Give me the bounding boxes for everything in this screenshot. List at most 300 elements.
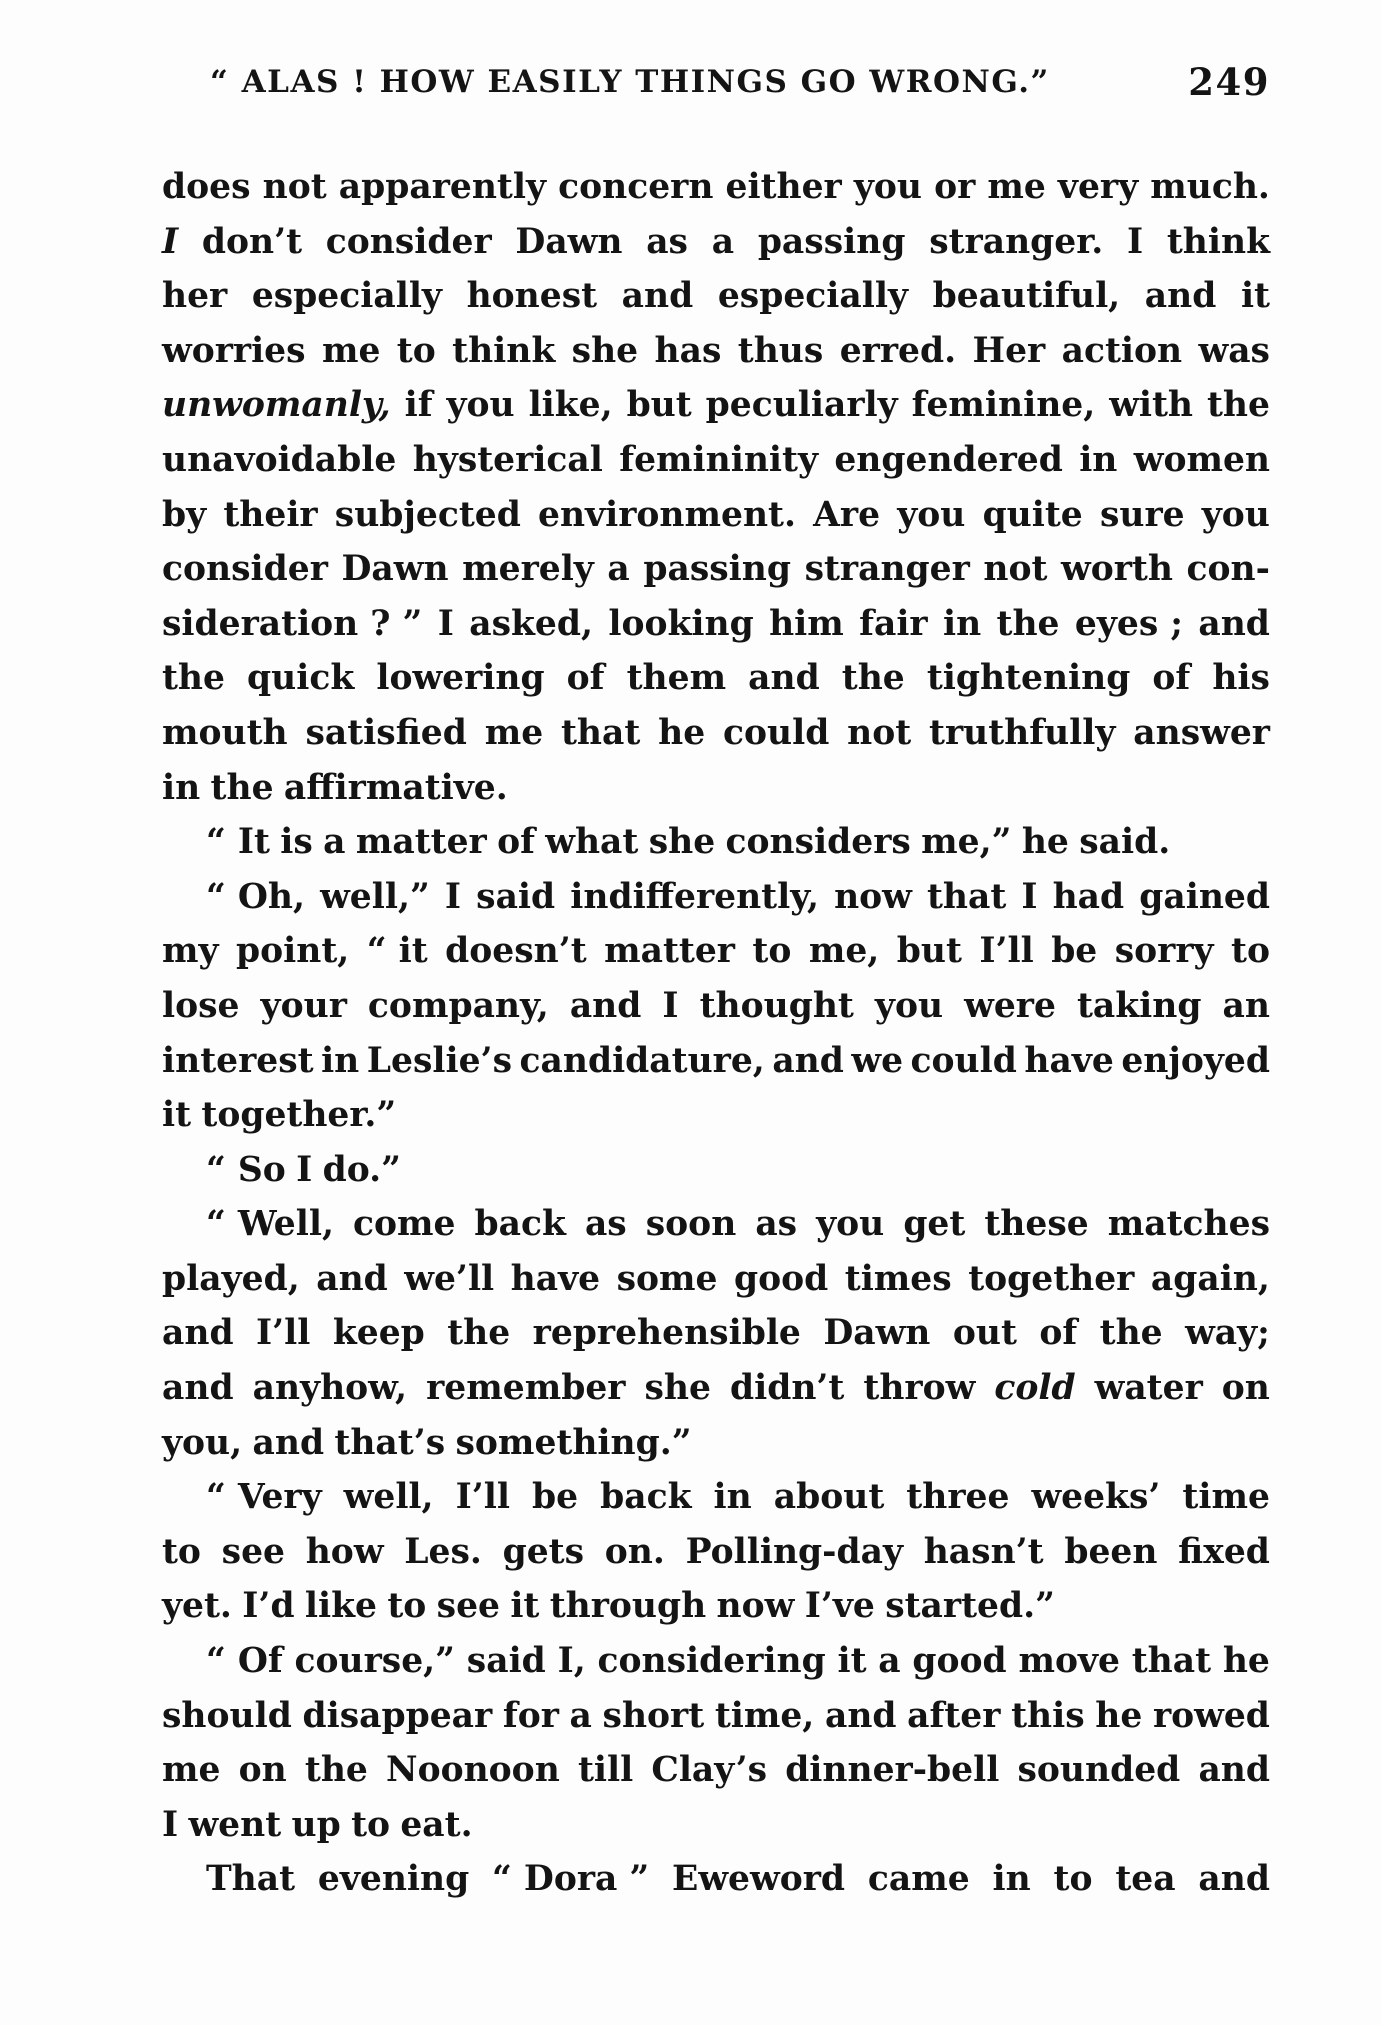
word: get [903, 1204, 966, 1245]
word: and [824, 1695, 897, 1736]
word: mouth [162, 712, 288, 753]
word: I [1127, 221, 1144, 262]
word: by [162, 494, 207, 535]
word: to [396, 330, 436, 371]
word: see [436, 1586, 500, 1627]
word: of [1039, 1313, 1078, 1354]
word: and [569, 985, 642, 1026]
word: hasn’t [923, 1531, 1044, 1572]
word: sounded [1017, 1750, 1181, 1791]
word: to [1053, 1859, 1093, 1900]
word: Are [813, 494, 881, 535]
word: “ Of [206, 1641, 283, 1682]
word: thus [737, 330, 824, 371]
word: tea [1115, 1859, 1176, 1900]
word: what [545, 822, 639, 863]
word: you [874, 985, 944, 1026]
word: consider [325, 221, 492, 262]
page-number: 249 [1188, 60, 1270, 104]
word: I [437, 603, 454, 644]
word: and [252, 1422, 325, 1463]
word: with [1109, 385, 1194, 426]
word: beautiful, [932, 276, 1121, 317]
text-line [162, 488, 1270, 543]
word: together.” [201, 1095, 397, 1136]
word: and [621, 276, 694, 317]
word: quick [247, 658, 355, 699]
word: it [162, 1095, 192, 1136]
word: up [291, 1804, 341, 1845]
word: in [1079, 439, 1118, 480]
word: these [984, 1204, 1089, 1245]
word: rowed [1152, 1695, 1270, 1736]
word: stranger [804, 549, 970, 590]
word: keep [332, 1313, 425, 1354]
text-line [162, 378, 1270, 433]
text-line [162, 979, 1270, 1034]
word: women [1133, 439, 1270, 480]
word: unavoidable [162, 439, 397, 480]
word: looking [608, 603, 754, 644]
text-line [162, 542, 1270, 597]
word: peculiarly [705, 385, 898, 426]
word: and [1198, 603, 1270, 644]
text-line [162, 1416, 1270, 1471]
word: a [878, 1641, 901, 1682]
word: through [549, 1586, 707, 1627]
word: I’ve [804, 1586, 875, 1627]
word: how [305, 1531, 384, 1572]
text-line [162, 1798, 1270, 1853]
word: as [755, 1204, 798, 1245]
word: sorry [1114, 931, 1214, 972]
text-line [162, 1361, 1270, 1416]
word: he [1021, 822, 1069, 863]
word: I [162, 1804, 179, 1845]
word: the [841, 658, 905, 699]
word: have [510, 1258, 601, 1299]
text-line [162, 1252, 1270, 1307]
text-line [162, 269, 1270, 324]
word: Polling-day [685, 1531, 903, 1572]
word: should [162, 1695, 292, 1736]
word: not [847, 712, 912, 753]
word: three [906, 1477, 1010, 1518]
word: to [387, 1586, 427, 1627]
word: you [897, 494, 966, 535]
word: you, [162, 1422, 243, 1463]
word: worth [1061, 549, 1173, 590]
text-line [162, 1143, 1270, 1198]
word: me, [808, 931, 880, 972]
word: matter [604, 931, 735, 972]
word: much. [1150, 167, 1270, 207]
word: his [1212, 658, 1270, 699]
word: it [510, 1586, 540, 1627]
word: till [577, 1750, 634, 1791]
word: “ it [366, 931, 428, 972]
text-line [162, 815, 1270, 870]
word: of [1152, 658, 1191, 699]
word: move [1018, 1641, 1120, 1682]
word: and [162, 1368, 234, 1409]
word: he [1222, 1641, 1270, 1682]
word: indifferently, [570, 876, 819, 917]
word: them [626, 658, 727, 699]
word: soon [645, 1204, 737, 1245]
word: very [1057, 167, 1139, 207]
word: me [484, 712, 544, 753]
word: and [1198, 1859, 1270, 1900]
word: went [188, 1804, 282, 1845]
word: not [983, 549, 1048, 590]
word: satisfied [305, 712, 467, 753]
text-line [162, 1579, 1270, 1634]
word: be [1051, 931, 1098, 972]
word: but [896, 931, 962, 972]
word: in [713, 1477, 752, 1518]
word: had [1052, 876, 1125, 917]
word: was [1198, 330, 1270, 371]
word: she [571, 330, 639, 371]
word: their [223, 494, 318, 535]
word: and [748, 658, 820, 699]
word: we’ll [404, 1258, 495, 1299]
word: didn’t [729, 1368, 845, 1409]
word: taking [1076, 985, 1202, 1026]
word: erred. [839, 330, 957, 371]
word: sure [1099, 494, 1185, 535]
word: good [733, 1258, 829, 1299]
word: consider [162, 549, 328, 590]
text-line [162, 1034, 1270, 1089]
word: point, [236, 931, 350, 972]
word: you [853, 167, 922, 207]
word: “ Oh, [206, 876, 306, 917]
word: like, [528, 385, 613, 426]
word: concern [558, 167, 714, 207]
word: either [725, 167, 842, 207]
word: yet. [162, 1586, 232, 1627]
word: times [844, 1258, 952, 1299]
word: I, [557, 1641, 586, 1682]
word: we [851, 1040, 904, 1081]
text-line [162, 1634, 1270, 1689]
word: considers [725, 822, 911, 863]
word: that’s [334, 1422, 446, 1463]
word: dinner-bell [785, 1750, 1000, 1791]
word: well,” [320, 876, 430, 917]
word: asked, [469, 603, 593, 644]
word: I’ll [455, 1477, 510, 1518]
word: good [912, 1641, 1007, 1682]
word: lose [162, 985, 240, 1026]
word: me [162, 1750, 221, 1791]
word: tightening [926, 658, 1131, 699]
word: been [1064, 1531, 1158, 1572]
word: in [321, 1040, 360, 1081]
body-text [162, 160, 1270, 1907]
word: a [569, 1695, 592, 1736]
word: interest [162, 1040, 314, 1081]
word: fixed [1178, 1531, 1270, 1572]
word: me [321, 330, 381, 371]
word: to [752, 931, 792, 972]
word: as [646, 221, 688, 262]
word: reprehensible [532, 1313, 801, 1354]
word: sideration ? ” [162, 603, 423, 644]
word: your [260, 985, 347, 1026]
text-line [162, 1852, 1270, 1907]
word: after [907, 1695, 1001, 1736]
word: and [316, 1258, 388, 1299]
word: to [1231, 931, 1270, 972]
word: a [607, 549, 630, 590]
word: anyhow, [252, 1368, 408, 1409]
text-line [162, 706, 1270, 761]
word: evening [317, 1859, 470, 1900]
word: I’ll [256, 1313, 311, 1354]
word: cold [994, 1368, 1076, 1409]
word: said [476, 876, 556, 917]
word: “ Well, [206, 1204, 334, 1245]
word: about [773, 1477, 885, 1518]
word: weeks’ [1031, 1477, 1161, 1518]
text-line [162, 324, 1270, 379]
word: subjected [334, 494, 521, 535]
word: you [816, 1204, 885, 1245]
word: on [1221, 1368, 1270, 1409]
word: considering [597, 1641, 826, 1682]
word: the [1099, 1313, 1163, 1354]
word: said [466, 1641, 546, 1682]
word: as [584, 1204, 627, 1245]
word: I’ll [979, 931, 1034, 972]
word: she [644, 1368, 711, 1409]
word: water [1094, 1368, 1203, 1409]
word: quite [982, 494, 1083, 535]
word: doesn’t [445, 931, 587, 972]
word: eyes ; [1074, 603, 1183, 644]
word: could [723, 712, 830, 753]
word: in [992, 1859, 1031, 1900]
word: you [446, 385, 515, 426]
word: stranger. [929, 221, 1104, 262]
word: that [560, 712, 641, 753]
word: not [262, 167, 327, 207]
text-line [162, 1306, 1270, 1361]
word: especially [717, 276, 908, 317]
word: or [934, 167, 976, 207]
word: back [600, 1477, 692, 1518]
word: and [162, 1313, 234, 1354]
word: matches [1107, 1204, 1270, 1245]
word: on [238, 1750, 287, 1791]
text-line [162, 597, 1270, 652]
word: together [968, 1258, 1135, 1299]
word: Dawn [823, 1313, 931, 1354]
word: to [162, 1531, 201, 1572]
text-line [162, 1525, 1270, 1580]
word: answer [1133, 712, 1270, 753]
word: passing [757, 221, 906, 262]
word: time [1182, 1477, 1270, 1518]
word: thought [699, 985, 854, 1026]
word: that [926, 876, 1007, 917]
word: con- [1186, 549, 1270, 590]
word: apparently [338, 167, 546, 207]
word: I [1021, 876, 1038, 917]
word: throw [863, 1368, 976, 1409]
word: course,” [294, 1641, 456, 1682]
word: hysterical [412, 439, 603, 480]
word: especially [251, 276, 442, 317]
word: I’d [242, 1586, 295, 1627]
word: come [353, 1204, 456, 1245]
word: now [834, 876, 912, 917]
word: could [910, 1040, 1017, 1081]
word: eat. [400, 1804, 473, 1845]
word: “ So [206, 1149, 286, 1190]
word: disappear [302, 1695, 493, 1736]
word: Dawn [341, 549, 449, 590]
word: out [952, 1313, 1017, 1354]
word: environment. [538, 494, 796, 535]
text-line [162, 924, 1270, 979]
word: honest [466, 276, 598, 317]
word: for [502, 1695, 559, 1736]
word: femininity [619, 439, 818, 480]
text-line [162, 160, 1270, 215]
word: back [474, 1204, 566, 1245]
word: I [162, 221, 179, 262]
text-line [162, 215, 1270, 270]
word: fair [859, 603, 928, 644]
word: her [162, 276, 228, 317]
word: my [162, 931, 219, 972]
word: if [404, 385, 433, 426]
word: him [769, 603, 844, 644]
word: is [280, 822, 313, 863]
word: engendered [834, 439, 1063, 480]
word: she [648, 822, 716, 863]
word: Les. [404, 1531, 482, 1572]
word: affirmative. [283, 767, 508, 808]
word: the [447, 1313, 511, 1354]
word: I [662, 985, 679, 1026]
word: to [351, 1804, 391, 1845]
word: enjoyed [1121, 1040, 1270, 1081]
word: played, [162, 1258, 300, 1299]
word: do.” [322, 1149, 401, 1190]
word: “ It [206, 822, 270, 863]
word: this [1011, 1695, 1085, 1736]
word: “ Very [206, 1477, 322, 1518]
word: the [1206, 385, 1270, 426]
word: the [162, 658, 225, 699]
text-line [162, 1470, 1270, 1525]
word: Clay’s [651, 1750, 768, 1791]
running-head [210, 52, 1270, 112]
word: but [626, 385, 692, 426]
word: me,” [921, 822, 1012, 863]
word: worries [162, 330, 306, 371]
word: way; [1185, 1313, 1270, 1354]
word: does [162, 167, 251, 207]
word: Dawn [515, 221, 623, 262]
word: some [616, 1258, 718, 1299]
word: of [566, 658, 605, 699]
running-title: “ ALAS ! HOW EASILY THINGS GO WRONG.” [210, 64, 1050, 100]
word: merely [462, 549, 594, 590]
text-line [162, 1088, 1270, 1143]
word: have [1024, 1040, 1114, 1081]
word: in [942, 603, 982, 644]
word: well, [343, 1477, 434, 1518]
word: matter [355, 822, 487, 863]
text-line [162, 870, 1270, 925]
word: Eweword [672, 1859, 846, 1900]
word: short [602, 1695, 705, 1736]
word: lowering [376, 658, 545, 699]
word: That [206, 1859, 296, 1900]
text-line [162, 651, 1270, 706]
word: the [996, 603, 1060, 644]
word: something.” [455, 1422, 692, 1463]
word: an [1222, 985, 1270, 1026]
word: in [162, 767, 201, 808]
word: feminine, [911, 385, 1096, 426]
word: “ Dora ” [492, 1859, 650, 1900]
word: action [1061, 330, 1183, 371]
word: unwomanly, [162, 385, 391, 426]
text-line [162, 1689, 1270, 1744]
word: me [987, 167, 1046, 207]
word: see [221, 1531, 285, 1572]
word: be [531, 1477, 579, 1518]
text-line [162, 433, 1270, 488]
word: candidature, [519, 1040, 765, 1081]
word: of [497, 822, 535, 863]
word: again, [1150, 1258, 1270, 1299]
word: it [1240, 276, 1270, 317]
word: the [304, 1750, 368, 1791]
word: time, [714, 1695, 815, 1736]
text-line [162, 761, 1270, 816]
word: gained [1139, 876, 1270, 917]
word: passing [643, 549, 791, 590]
word: I [444, 876, 462, 917]
word: and [1198, 1750, 1270, 1791]
word: on. [604, 1531, 665, 1572]
word: it [837, 1641, 867, 1682]
word: company, [367, 985, 549, 1026]
word: don’t [201, 221, 303, 262]
word: think [1166, 221, 1270, 262]
word: gets [502, 1531, 585, 1572]
word: the [210, 767, 274, 808]
word: now [716, 1586, 795, 1627]
word: Leslie’s [366, 1040, 512, 1081]
word: Her [972, 330, 1046, 371]
word: Noonoon [386, 1750, 560, 1791]
word: has [654, 330, 722, 371]
word: said. [1079, 822, 1171, 863]
word: started.” [885, 1586, 1055, 1627]
word: you [1201, 494, 1270, 535]
word: like [304, 1586, 377, 1627]
text-line [162, 1197, 1270, 1252]
